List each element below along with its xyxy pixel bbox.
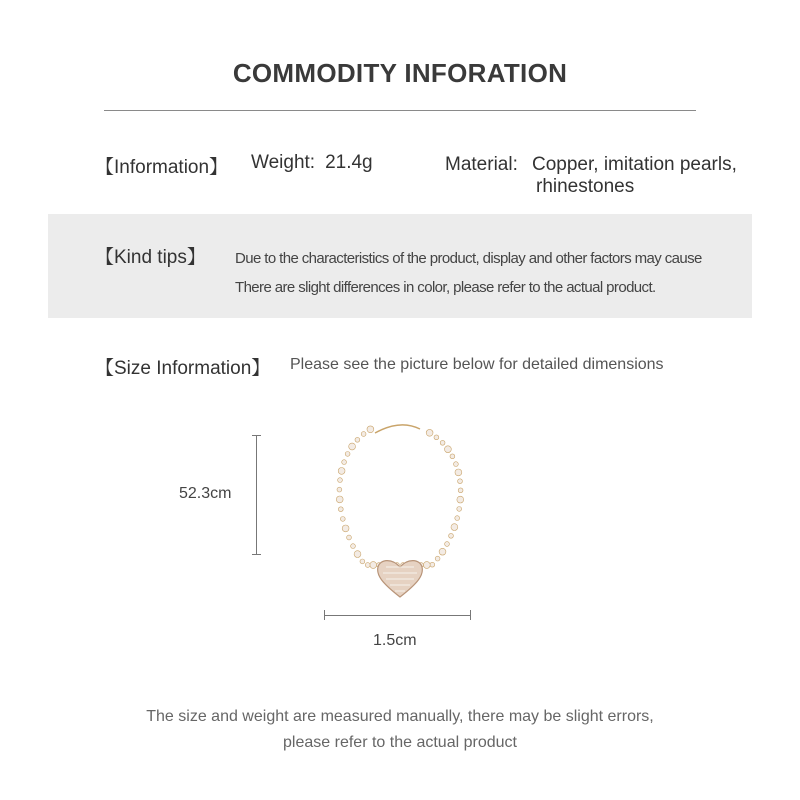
material-value-line2: rhinestones	[536, 176, 635, 197]
material-field	[445, 154, 737, 197]
pearl-bead	[455, 469, 462, 476]
pearl-bead	[423, 562, 430, 569]
footer-note	[0, 704, 800, 756]
pearl-bead	[338, 478, 343, 483]
weight-value: 21.4g	[325, 152, 373, 173]
size-information-text: Please see the picture below for detailed dimensions	[290, 356, 664, 373]
pearl-bead	[370, 562, 377, 569]
pearl-bead	[458, 488, 463, 493]
pearl-bead	[455, 516, 460, 521]
pearl-bead	[439, 548, 446, 555]
pearl-bead	[338, 507, 343, 512]
necklace-image	[320, 415, 480, 605]
pearl-bead	[435, 556, 440, 561]
width-dimension-label: 1.5cm	[373, 632, 417, 649]
pearl-bead	[367, 426, 374, 433]
pearl-bead	[338, 468, 345, 475]
pearl-bead	[449, 533, 454, 538]
height-dimension-line	[256, 435, 257, 555]
pearl-bead	[351, 544, 356, 549]
kind-tips-line1: Due to the characteristics of the product, display and other factors may cause	[235, 250, 702, 267]
width-dimension-cap-left	[324, 610, 325, 620]
pearl-bead	[430, 562, 435, 567]
title-divider	[104, 110, 696, 111]
pearl-bead	[337, 487, 342, 492]
material-value-line1: Copper, imitation pearls,	[532, 154, 737, 175]
information-label: 【Information】	[95, 157, 229, 178]
pearl-bead	[345, 452, 350, 457]
weight-field	[251, 152, 373, 174]
pearl-bead	[355, 437, 360, 442]
kind-tips-label: 【Kind tips】	[95, 247, 206, 268]
height-dimension-label: 52.3cm	[179, 485, 232, 502]
pearl-bead	[349, 443, 356, 450]
pearl-bead	[347, 535, 352, 540]
kind-tips-line2: There are slight differences in color, please refer to the actual product.	[235, 279, 656, 296]
necklace-chain	[336, 425, 463, 569]
pearl-bead	[354, 551, 361, 558]
heart-pendant-icon	[378, 561, 423, 597]
weight-label: Weight:	[251, 152, 316, 173]
width-dimension-cap-right	[470, 610, 471, 620]
pearl-bead	[360, 559, 365, 564]
pearl-bead	[336, 496, 343, 503]
pearl-bead	[440, 440, 445, 445]
pearl-bead	[451, 524, 458, 531]
footer-line2: please refer to the actual product	[283, 734, 517, 751]
pearl-bead	[445, 542, 450, 547]
material-label: Material:	[445, 154, 518, 175]
pearl-bead	[457, 496, 464, 503]
pearl-bead	[340, 517, 345, 522]
footer-line1: The size and weight are measured manually, there may be slight errors,	[146, 708, 654, 725]
pearl-bead	[445, 446, 452, 453]
size-information-label: 【Size Information】	[95, 358, 271, 379]
pearl-bead	[457, 507, 462, 512]
pearl-bead	[458, 479, 463, 484]
height-dimension-cap-top	[252, 435, 261, 436]
pearl-bead	[426, 429, 433, 436]
page-title: COMMODITY INFORATION	[232, 58, 568, 88]
pearl-bead	[365, 563, 370, 568]
pearl-bead	[342, 525, 349, 532]
pearl-bead	[434, 435, 439, 440]
pearl-bead	[450, 454, 455, 459]
height-dimension-cap-bottom	[252, 554, 261, 555]
kind-tips-text	[235, 244, 702, 302]
width-dimension-line	[324, 615, 471, 616]
pearl-bead	[342, 460, 347, 465]
pearl-bead	[454, 462, 459, 467]
pearl-bead	[361, 432, 366, 437]
